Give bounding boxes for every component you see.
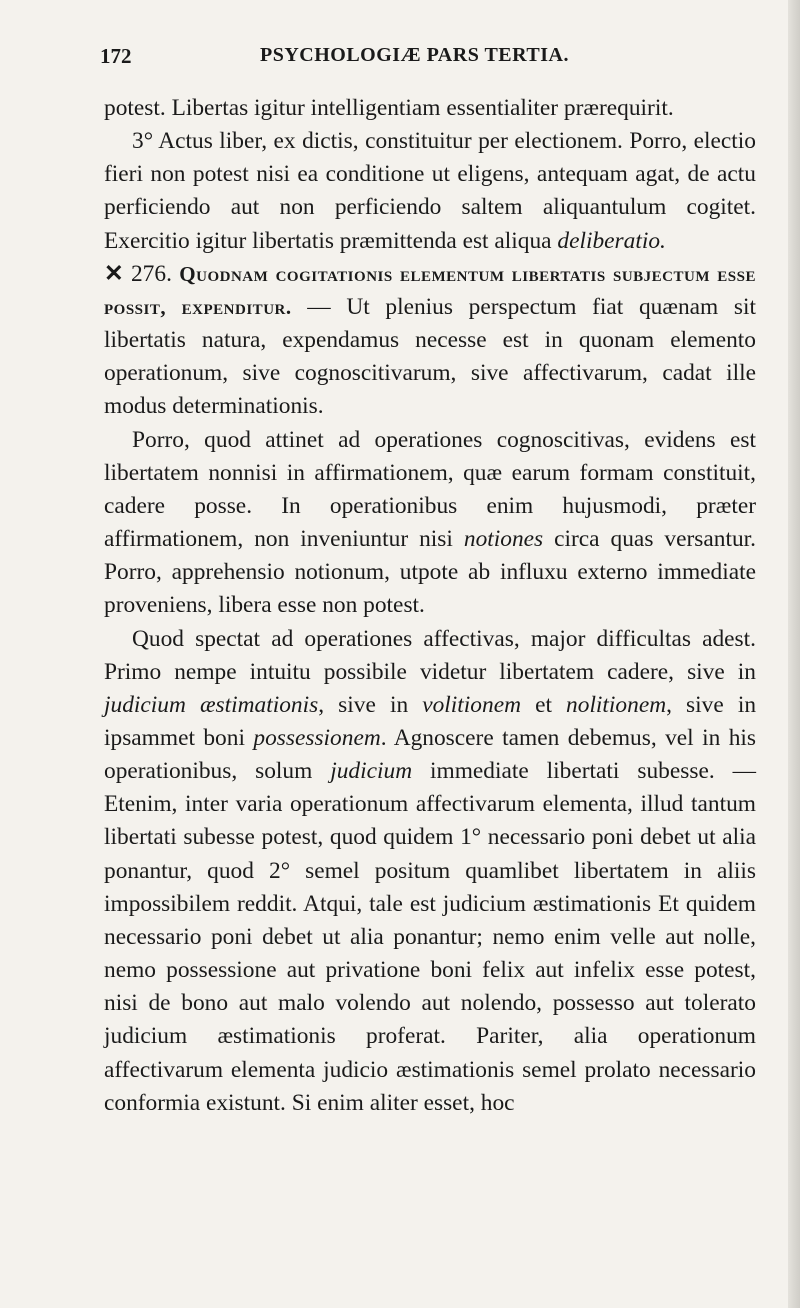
body-text — [104, 92, 756, 1120]
paragraph-5-text-2: , sive in — [318, 691, 423, 718]
paragraph-5-emphasis-3: nolitionem — [566, 691, 667, 718]
paragraph-5-emphasis-5: judicium — [330, 758, 413, 785]
paragraph-5-text-1: Quod spectat ad operationes affectivas, major difficultas adest. Primo nempe intuitu possibile videtur libertatem cadere, sive in — [104, 625, 756, 685]
section-heading: Quodnam cogitationis elementum libertatis subjectum esse possit, expenditur. — [104, 261, 756, 319]
paragraph-4-text-start: Porro, quod attinet ad operationes cognoscitivas, evidens est libertatem nonnisi in affirmationem, quæ earum formam constituit, cadere posse. In operationibus enim hujusmodi, præter affirmationem, non inveniuntur nisi — [104, 426, 756, 553]
paragraph-2 — [104, 125, 756, 258]
paragraph-5-text-4: , sive in ipsammet boni — [104, 691, 757, 751]
paragraph-2-text: 3° Actus liber, ex dictis, constituitur per electionem. Porro, electio fieri non potest nisi ea conditione ut eligens, antequam agat, de actu perficiendo aut non perficiendo saltem aliquantulum cogitet. Exercitio igitur libertatis præmittenda est aliqua — [104, 128, 756, 254]
section-body-text: — Ut plenius perspectum fiat quænam sit libertatis natura, expendamus necesse est in quonam elemento operationum, sive cognoscitivarum, sive affectivarum, cadat ille modus determinationis. — [104, 293, 756, 420]
paragraph-5-text-6: immediate libertati subesse. — Etenim, inter varia operationum affectivarum elementa, illud tantum libertati subesse potest, quod quidem 1° necessario poni debet ut alia ponantur, quod 2° semel positum quamlibet libertatem in aliis impossibilem reddit. Atqui, tale est judicium æstimationis Et quidem necessario poni debet ut alia ponantur; nemo enim velle aut nolle, nemo possessione aut privatione boni felix aut infelix esse potest, nisi de bono aut malo volendo aut nolendo, possesso aut tolerato judicium æstimationis proferat. Pariter, alia operationum affectivarum elementa judicio æstimationis semel prolato necessario conformia existunt. Si enim aliter esset, hoc — [104, 758, 756, 1116]
paragraph-5-emphasis-1: judicium æstimationis — [104, 691, 319, 718]
paragraph-4-emphasis: notiones — [463, 526, 544, 553]
page-header — [100, 44, 760, 74]
page-edge-shadow — [788, 0, 800, 1308]
paragraph-1 — [104, 92, 756, 125]
running-head: PSYCHOLOGIÆ PARS TERTIA. — [260, 44, 569, 66]
margin-mark-icon: ✕ — [104, 260, 124, 287]
section-276 — [104, 258, 756, 424]
paragraph-1-text: potest. Libertas igitur intelligentiam essentialiter prærequirit. — [104, 95, 674, 121]
section-number: 276. — [130, 260, 172, 287]
paragraph-5-emphasis-4: possessionem — [253, 724, 381, 751]
paragraph-5-text-5: . Agnoscere tamen debemus, vel in his operationibus, solum — [104, 724, 757, 785]
paragraph-5 — [104, 623, 756, 1120]
paragraph-5-emphasis-2: volitionem — [422, 691, 521, 718]
paragraph-4-text-end: circa quas versantur. Porro, apprehensio notionum, utpote ab influxu externo immediate proveniens, libera esse non potest. — [104, 526, 756, 619]
page-number: 172 — [100, 44, 132, 68]
paragraph-2-emphasis: deliberatio. — [557, 227, 666, 254]
paragraph-5-text-3: et — [520, 691, 567, 718]
paragraph-4 — [104, 424, 756, 623]
